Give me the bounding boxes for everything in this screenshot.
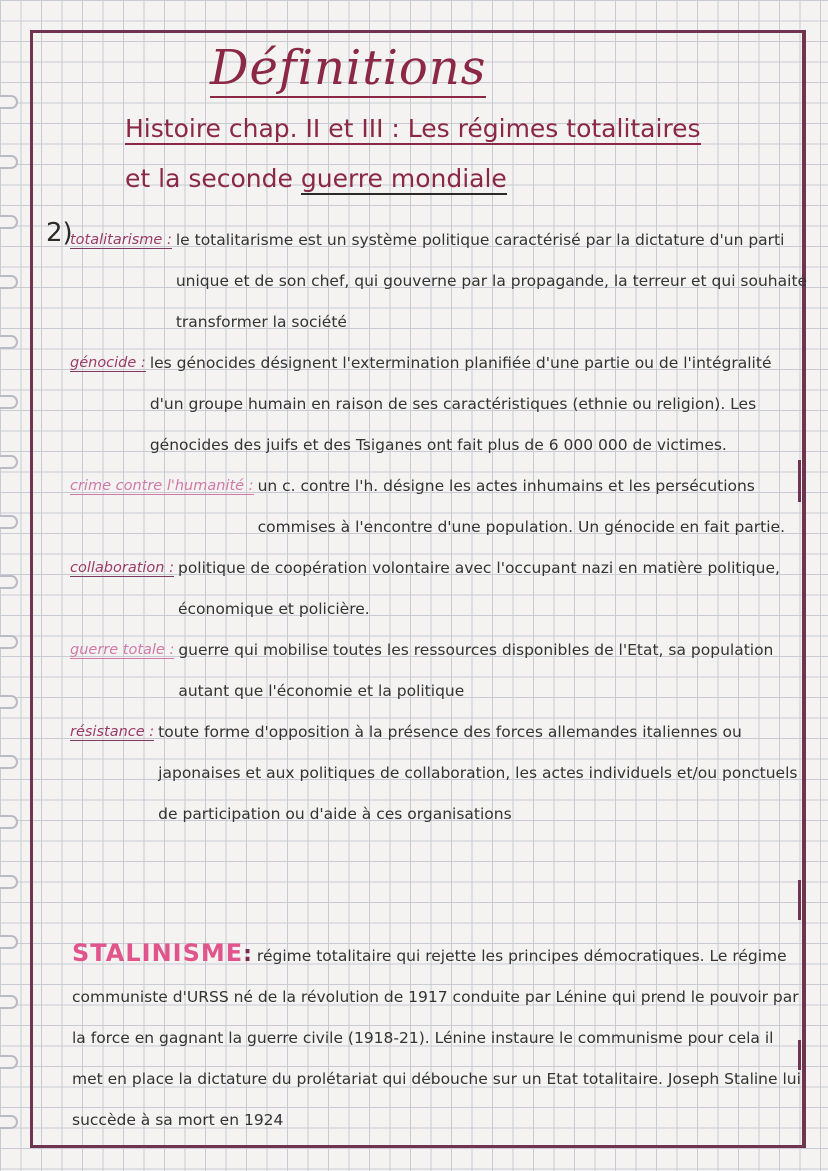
binder-hole	[0, 95, 18, 109]
stalinisme-definition	[72, 933, 802, 1141]
binder-hole	[0, 215, 18, 229]
binder-hole	[0, 755, 18, 769]
binder-hole	[0, 515, 18, 529]
chapter-heading	[125, 112, 785, 146]
binder-hole	[0, 155, 18, 169]
binder-hole	[0, 275, 18, 289]
definitions-list	[70, 220, 810, 835]
definition-text: les génocides désignent l'extermination planifiée d'une partie ou de l'intégralité d'un groupe humain en raison de ses caractéristiques (ethnie ou religion). Les génocides des juifs et des Tsiganes ont fait plus de 6 000 000 de victimes.	[149, 354, 772, 454]
term-label: résistance :	[70, 724, 155, 740]
definition-text: toute forme d'opposition à la présence des forces allemandes italiennes ou japonaises et aux politiques de collaboration, les actes individuels et/ou ponctuels de participation ou d'aide à ces organisations	[158, 723, 798, 823]
term-label: totalitarisme :	[70, 232, 172, 248]
binder-hole	[0, 335, 18, 349]
definition-term	[70, 548, 178, 630]
term-label: guerre totale :	[70, 642, 175, 658]
margin-mark	[798, 880, 801, 920]
definition-item	[70, 220, 810, 343]
chapter-heading-2	[125, 162, 785, 196]
binder-hole	[0, 695, 18, 709]
binder-hole	[0, 1055, 18, 1069]
margin-mark	[798, 460, 801, 502]
chapter-heading-line2-a: et la	[125, 164, 181, 193]
term-label: collaboration :	[70, 560, 174, 576]
section-number: 2)	[46, 218, 73, 248]
binder-hole	[0, 875, 18, 889]
binder-hole	[0, 815, 18, 829]
definition-term	[70, 466, 258, 548]
chapter-heading-line2-c: guerre mondiale	[300, 164, 507, 193]
definition-text: guerre qui mobilise toutes les ressources disponibles de l'Etat, sa population autant que l'économie et la politique	[178, 641, 774, 700]
chapter-heading-line2-b: seconde	[188, 164, 293, 193]
page-title: Définitions	[210, 40, 487, 96]
binder-hole	[0, 455, 18, 469]
definition-item	[70, 548, 810, 630]
definition-text: politique de coopération volontaire avec l'occupant nazi en matière politique, économique et policière.	[177, 559, 780, 618]
definition-term	[70, 712, 158, 835]
definition-item	[70, 712, 810, 835]
definition-term	[70, 220, 176, 343]
definition-term	[70, 343, 150, 466]
term-label: génocide :	[70, 355, 146, 371]
binder-hole	[0, 1115, 18, 1129]
stalinisme-text: régime totalitaire qui rejette les principes démocratiques. Le régime communiste d'URSS né de la révolution de 1917 conduite par Lénine qui prend le pouvoir par la force en gagnant la guerre civile (1918-21). Lénine instaure le communisme pour cela il met en place la dictature du prolétariat qui débouche sur un Etat totalitaire. Joseph Staline lui succède à sa mort en 1924	[72, 947, 801, 1129]
definition-text: un c. contre l'h. désigne les actes inhumains et les persécutions commises à l'encontre d'une population. Un génocide en fait partie.	[257, 477, 786, 536]
definition-term	[70, 630, 178, 712]
definition-item	[70, 466, 810, 548]
definition-item	[70, 343, 810, 466]
binder-hole	[0, 635, 18, 649]
binder-hole	[0, 935, 18, 949]
binder-hole	[0, 575, 18, 589]
term-label: crime contre l'humanité :	[70, 478, 254, 494]
stalinisme-colon: :	[243, 942, 252, 967]
definition-text: le totalitarisme est un système politique caractérisé par la dictature d'un parti unique et de son chef, qui gouverne par la propagande, la terreur et qui souhaite transformer la société	[175, 231, 808, 331]
binder-hole	[0, 995, 18, 1009]
binder-hole	[0, 395, 18, 409]
stalinisme-keyword: STALINISME	[72, 939, 244, 967]
definition-item	[70, 630, 810, 712]
chapter-heading-line1: Histoire chap. II et III : Les régimes totalitaires	[125, 114, 701, 143]
